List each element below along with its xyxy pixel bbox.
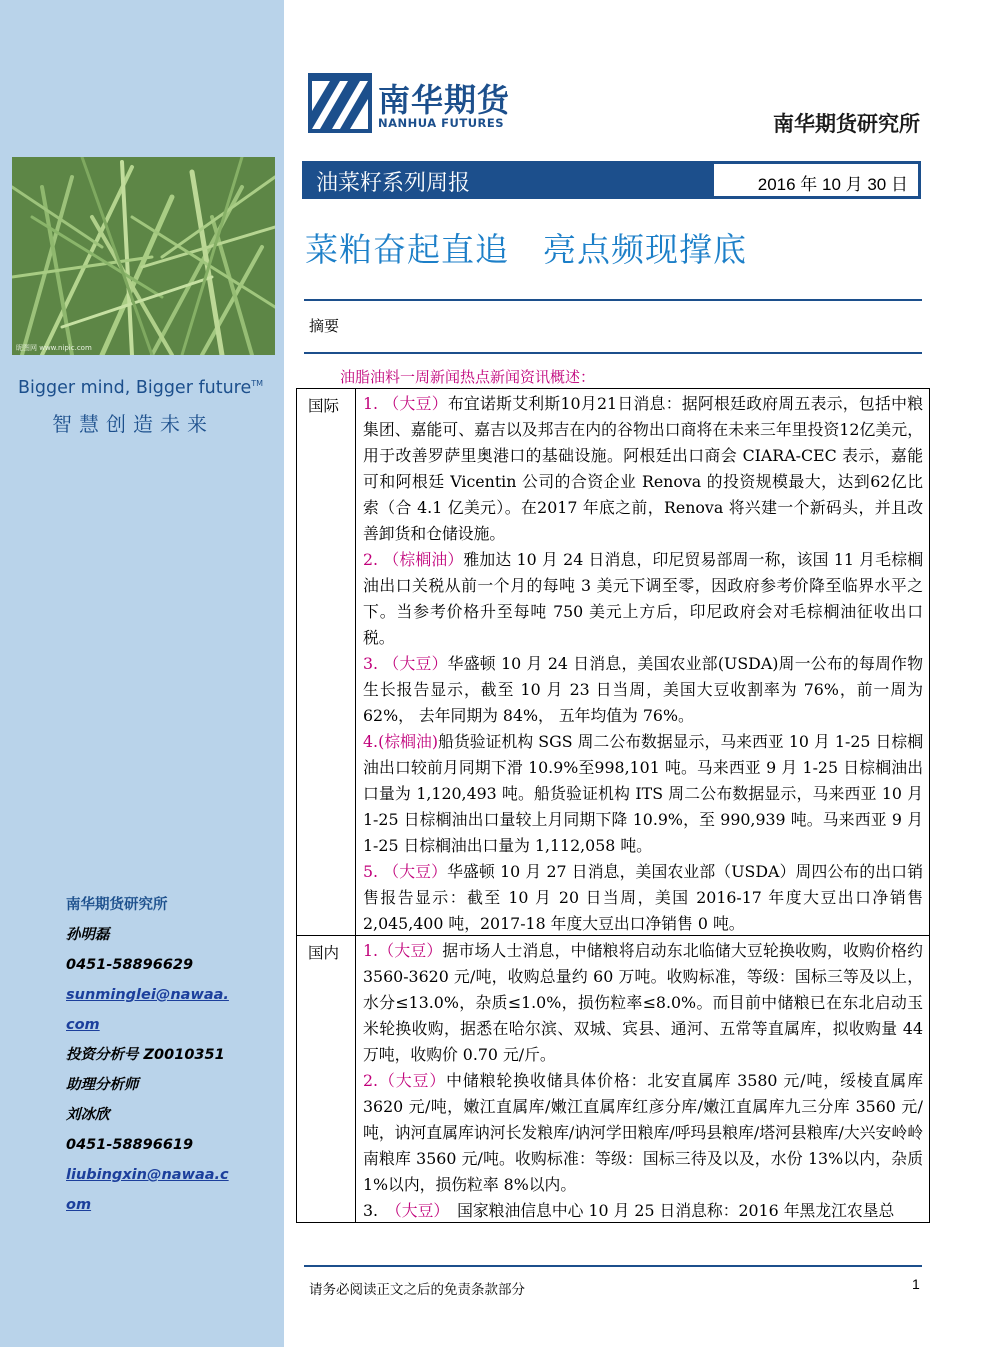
item-tag: （大豆）: [383, 862, 448, 881]
item-text: 据市场人士消息，中储粮将启动东北临储大豆轮换收购，收购价格约 3560-3620 元/吨，收购总量约 60 万吨。收购标准，等级：国标三等及以上，水分≤13.0%，杂质≤1.0%，损伤粒率≤8.0%。而目前中储粮已在东北启动玉米轮换收购，据悉在哈尔滨、双城、宾县、通河、五常等直属库，拟收购量 44 万吨，收购价 0.70 元/斤。: [363, 941, 923, 1064]
divider-footer: [304, 1265, 922, 1267]
item-text: 船货验证机构 SGS 周二公布数据显示，马来西亚 10 月 1-25 日棕榈油出口较前月同期下滑 10.9%至998,101 吨。马来西亚 9 月 1-25 日棕榈油出口量为 1,120,493 吨。船货验证机构 ITS 周二公布数据显示，马来西亚 10 月 1-25 日棕榈油出口量较上月同期下降 10.9%，至 990,939 吨。马来西亚 9 月 1-25 日棕榈油出口量为 1,112,058 吨。: [363, 732, 924, 855]
item-number: 2.: [363, 1071, 379, 1090]
assistant-email-line-2[interactable]: om: [66, 1197, 92, 1213]
slogan-english-text: Bigger mind, Bigger future: [18, 378, 252, 398]
report-title-bar: [302, 161, 921, 199]
report-headline: 菜粕奋起直追 亮点频现撑底: [305, 230, 747, 269]
date-box: [714, 164, 918, 196]
nanhua-logo-icon: [308, 73, 372, 133]
item-tag: （大豆）: [383, 394, 448, 413]
item-number: 1.: [363, 394, 384, 413]
contact-block: [66, 890, 246, 1220]
assistant-email-line-1[interactable]: liubingxin@nawaa.c: [66, 1167, 229, 1183]
report-series: 油菜籽系列周报: [316, 171, 471, 196]
disclaimer-note: 请务必阅读正文之后的免责条款部分: [309, 1282, 525, 1298]
item-number: 4.: [363, 732, 379, 751]
news-item: [363, 938, 923, 1068]
trademark-mark: TM: [251, 379, 264, 388]
rapeseed-pods-image: [12, 157, 275, 355]
analyst-name: 孙明磊: [66, 927, 110, 943]
assistant-name: 刘冰欣: [66, 1107, 110, 1123]
item-tag: （大豆）: [393, 1201, 442, 1220]
news-item: [363, 547, 923, 651]
news-table: [296, 388, 930, 1223]
item-text: 中储粮轮换收储具体价格：北安直属库 3580 元/吨，绥棱直属库 3620 元/吨，嫩江直属库/嫩江直属库红彦分库/嫩江直属库九三分库 3560 元/吨，讷河直属库讷河长发粮库/讷河学田粮库/呼玛县粮库/塔河县粮库/大兴安岭岭南粮库 3560 元/吨。收购标准：等级：国标三待及以及，水份 13%以内，杂质 1%以内，损伤粒率 8%以内。: [363, 1071, 923, 1194]
report-date: 2016 年 10 月 30 日: [757, 175, 908, 194]
institute-name: 南华期货研究所: [773, 112, 920, 136]
analyst-license: 投资分析号 Z0010351: [66, 1047, 225, 1063]
divider-abstract: [304, 352, 922, 354]
sidebar: [0, 0, 284, 1347]
divider-top: [304, 299, 922, 301]
photo-credit: 昵图网 www.nipic.com: [16, 344, 92, 352]
rapeseed-photo: [12, 157, 275, 355]
news-row-domestic: [297, 935, 929, 1222]
category-international: 国际: [297, 389, 356, 935]
news-row-international: [297, 389, 929, 935]
page-number: 1: [912, 1276, 920, 1292]
news-item: [363, 859, 923, 937]
slogan-english: [18, 378, 263, 398]
news-intro: 油脂油料一周新闻热点新闻资讯概述：: [340, 368, 596, 386]
item-number: 3.: [363, 654, 384, 673]
item-tag: （棕榈油）: [383, 550, 464, 569]
item-number: 1.: [363, 941, 379, 960]
item-tag: （大豆）: [378, 941, 443, 960]
analyst-email-line-1[interactable]: sunminglei@nawaa.: [66, 987, 229, 1003]
news-list-domestic: [363, 938, 923, 1224]
news-item: [363, 651, 923, 729]
news-item: [363, 729, 923, 859]
logo-chinese-name: 南华期货: [378, 81, 511, 119]
item-number: 3.: [363, 1201, 394, 1220]
contact-heading: 南华期货研究所: [66, 897, 168, 913]
item-text: 华盛顿 10 月 24 日消息，美国农业部(USDA)周一公布的每周作物生长报告显示，截至 10 月 23 日当周，美国大豆收割率为 76%，前一周为 62%， 去年同期为 84%， 五年均值为 76%。: [363, 654, 923, 725]
assistant-phone: 0451-58896619: [66, 1137, 194, 1153]
abstract-label: 摘要: [309, 317, 340, 335]
slogan-chinese: 智慧创造未来: [52, 412, 214, 436]
item-tag: （大豆）: [378, 1071, 447, 1090]
news-item: [363, 1198, 923, 1224]
item-number: 2.: [363, 550, 384, 569]
analyst-email-line-2[interactable]: com: [66, 1017, 100, 1033]
item-tag: (棕榈油): [378, 732, 439, 751]
item-text: 雅加达 10 月 24 日消息，印尼贸易部周一称，该国 11 月毛棕榈油出口关税从前一个月的每吨 3 美元下调至零，因政府参考价降至临界水平之下。当参考价格升至每吨 750 美元上方后，印尼政府会对毛棕榈油征收出口税。: [363, 550, 923, 647]
news-item: [363, 1068, 923, 1198]
item-text: 国家粮油信息中心 10 月 25 日消息称：2016 年黑龙江农垦总: [441, 1201, 895, 1220]
item-text: 华盛顿 10 月 27 日消息，美国农业部（USDA）周四公布的出口销售报告显示：截至 10 月 20 日当周，美国 2016-17 年度大豆出口净销售 2,045,400 吨，2017-18 年度大豆出口净销售 0 吨。: [363, 862, 924, 933]
news-list-international: [363, 391, 923, 937]
assistant-title: 助理分析师: [66, 1077, 139, 1093]
item-tag: （大豆）: [383, 654, 448, 673]
item-number: 5.: [363, 862, 384, 881]
item-text: 布宜诺斯艾利斯10月21日消息：据阿根廷政府周五表示，包括中粮集团、嘉能可、嘉吉以及邦吉在内的谷物出口商将在未来三年里投资12亿美元，用于改善罗萨里奥港口的基础设施。阿根廷出口商会 CIARA-CEC 表示，嘉能可和阿根廷 Vicentin 公司的合资企业 Renova 的投资规模最大，达到62亿比索（合 4.1 亿美元）。在2017 年底之前，Renova 将兴建一个新码头，并且改善卸货和仓储设施。: [363, 394, 924, 543]
category-domestic: 国内: [297, 936, 356, 1222]
analyst-phone: 0451-58896629: [66, 957, 194, 973]
news-item: [363, 391, 923, 547]
logo-english-name: NANHUA FUTURES: [378, 116, 505, 130]
